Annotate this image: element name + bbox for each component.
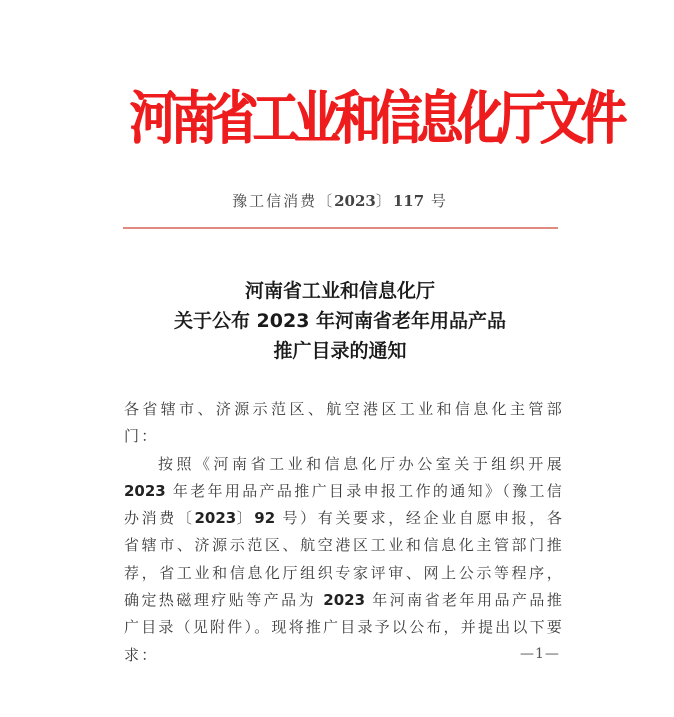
doc-number-suffix: 号 xyxy=(424,192,448,210)
document-masthead: 河南省工业和信息化厅文件 xyxy=(130,84,622,152)
title-line-2: 关于公布 2023 年河南省老年用品产品 xyxy=(173,310,507,332)
page-number: —1— xyxy=(520,646,560,662)
para1-year-3: 2023 xyxy=(323,591,366,610)
para1-year-2: 2023 xyxy=(194,509,237,528)
doc-number-year: 2023 xyxy=(334,192,376,210)
salutation: 各省辖市、济源示范区、航空港区工业和信息化主管部门： xyxy=(124,400,564,446)
doc-number-num: 117 xyxy=(392,192,425,210)
para1-text-c: 〕 xyxy=(236,509,255,528)
para1-text-e: 年河南省老年用品产品推广目录（见附件）。现将推广目录予以公布，并提出以下要求： xyxy=(124,591,565,664)
document-body xyxy=(124,396,564,669)
para1-text-d: 号）有关要求，经企业自愿申报，各省辖市、济源示范区、航空港区工业和信息化主管部门推荐，省工业和信息化厅组织专家评审、网上公示等程序，确定热磁理疗贴等产品为 xyxy=(124,509,565,610)
doc-number-mid: 〕 xyxy=(375,192,393,210)
title-line-3: 推广目录的通知 xyxy=(273,340,407,362)
doc-number-prefix: 豫工信消费〔 xyxy=(232,192,335,210)
document-number xyxy=(100,190,580,211)
para1-text-a: 按照《河南省工业和信息化厅办公室关于组织开展 xyxy=(158,454,564,473)
red-divider xyxy=(123,227,558,229)
title-line-1: 河南省工业和信息化厅 xyxy=(244,280,435,302)
para1-year-1: 2023 xyxy=(124,481,166,500)
para1-num: 92 xyxy=(254,509,276,528)
para1-text-b: 年老年用品产品推广目录申报工作的通知》（豫工信办消费〔 xyxy=(124,481,564,528)
document-title xyxy=(100,276,580,366)
paragraph-1 xyxy=(124,451,564,669)
